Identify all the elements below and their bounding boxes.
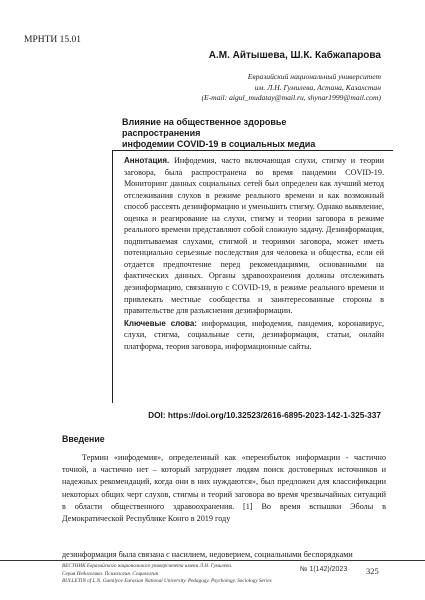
article-title bbox=[122, 117, 322, 150]
authors: А.М. Айтышева, Ш.К. Кабжапарова bbox=[208, 50, 381, 61]
affiliation-line: Евразийский национальный университет bbox=[247, 72, 381, 81]
journal-line: Серия Педагогика. Психология. Социология bbox=[62, 570, 159, 577]
affiliation-line: им. Л.Н. Гумилева, Астана, Казахстан bbox=[254, 82, 381, 92]
affiliation-email: (E-mail: aigul_mudatay@mail.ru, shynar1999@mail.com) bbox=[201, 93, 381, 102]
keywords-text: информация, инфодемия, пандемия, коронавирус, слухи, стигма, социальные сети, дезинформация, статьи, онлайн платформа, теория заговора, информационные сайты. bbox=[124, 318, 385, 351]
abstract-text: Инфодемия, часто включающая слухи, стигму и теории заговора, была распространена во время пандемии COVID-19. Мониторинг данных социальных сетей был определен как лучший метод отслеживания слухов в режиме реального времени и как возможный способ рассеять дезинформацию и уменьшить стигму. Однако выявление, оценка и реагирование на слухи, стигму и теории заговора в режиме реального времени представляют собой сложную задачу. Дезинформация, подпитываемая слухами, стигмой и теориями заговора, может иметь потенциально серьезные последствия для человека и общества, если ей отдается предпочтение перед рекомендациями, основанными на фактических данных. Органы здравоохранения должны отслеживать дезинформацию, связанную с COVID-19, в режиме реального времени и привлекать местные сообщества и заинтересованные стороны в правительстве для разъяснения дезинформации. bbox=[124, 156, 385, 316]
title-line: инфодемии COVID-19 в социальных медиа bbox=[122, 139, 316, 149]
abstract bbox=[124, 155, 384, 352]
mrnti-code: МРНТИ 15.01 bbox=[24, 35, 82, 45]
abstract-paragraph bbox=[124, 155, 384, 317]
intro-paragraph-continued: дезинформация была связана с насилием, недоверием, социальными беспорядками bbox=[62, 550, 353, 559]
affiliation bbox=[161, 72, 381, 104]
journal-info bbox=[62, 563, 292, 586]
intro-paragraph: Термин «инфодемия», определенный как «переизбыток информации - частично точной, а частично нет – который затрудняет людям поиск достоверных источников и надежных рекомендаций, когда они в них нуждаются», был предложен для классификации некоторых общих черт слухов, стигмы и теорий заговора во время чрезвычайных ситуаций в области общественного здравоохранения. [1] Во время вспышки Эболы в Демократической Республике Конго в 2019 году bbox=[62, 453, 386, 524]
page-number: 325 bbox=[366, 566, 379, 576]
keywords-label: Ключевые слова: bbox=[124, 318, 197, 328]
journal-line: ВЕСТНИК Евразийского национального университета имени Л.Н. Гумилева. bbox=[62, 563, 233, 569]
doi-link[interactable]: DOI: https://doi.org/10.32523/2616-6895-2023-142-1-325-337 bbox=[148, 410, 381, 420]
title-line: Влияние на общественное здоровье распространения bbox=[122, 117, 287, 138]
footer-divider bbox=[0, 560, 425, 561]
issue-number: № 1(142)/2023 bbox=[300, 566, 348, 573]
abstract-label: Аннотация. bbox=[124, 156, 170, 165]
journal-line: BULLETIN of L.N. Gumilyov Eurasian National University. Pedagogy. Psychology. Sociology Series bbox=[62, 578, 272, 584]
section-heading: Введение bbox=[62, 434, 105, 444]
keywords-paragraph bbox=[124, 318, 384, 353]
